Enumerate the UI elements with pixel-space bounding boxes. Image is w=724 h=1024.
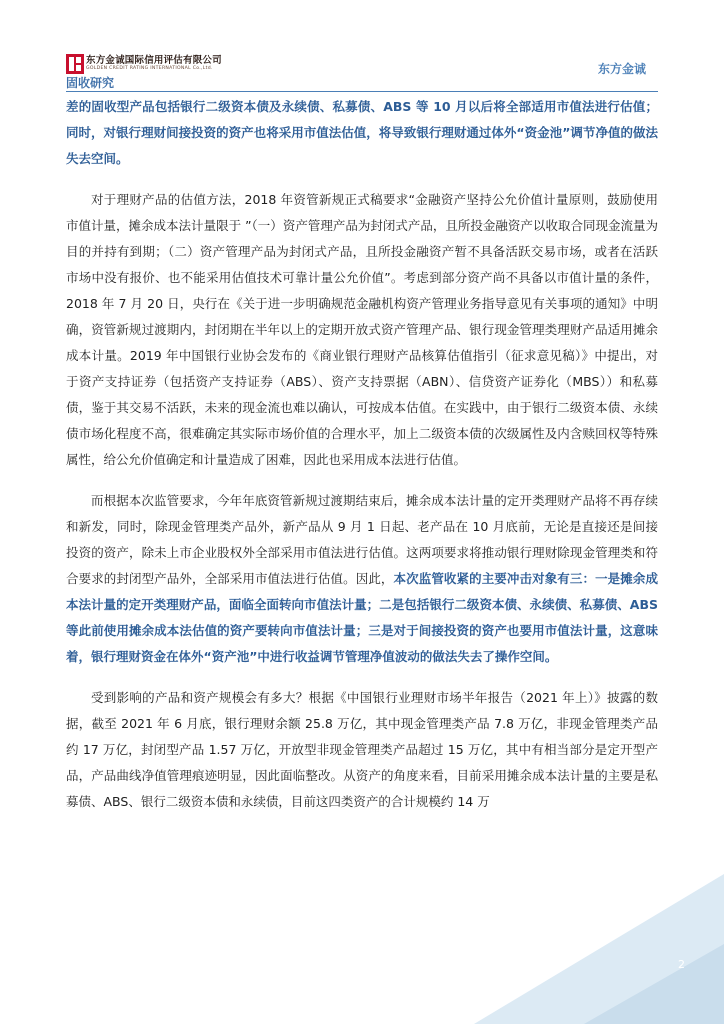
page-number: 2 (678, 958, 685, 971)
paragraph-text: 对于理财产品的估值方法，2018 年资管新规正式稿要求“金融资产坚持公允价值计量原则，鼓励使用市值计量，摊余成本法计量限于 ”（一）资产管理产品为封闭式产品，且所投金融资产以收取合同现金流量为目的并持有到期；（二）资产管理产品为封闭式产品，且所投金融资产暂不具备活跃交易市场，或者在活跃市场中没有报价、也不能采用估值技术可靠计量公允价值”。考虑到部分资产尚不具备以市值计量的条件，2018 年 7 月 20 日，央行在《关于进一步明确规范金融机构资产管理业务指导意见有关事项的通知》中明确，资管新规过渡期内，封闭期在半年以上的定期开放式资产管理产品、银行现金管理类理财产品适用摊余成本计量。2019 年中国银行业协会发布的《商业银行理财产品核算估值指引（征求意见稿）》中提出，对于资产支持证券（包括资产支持证券（ABS）、资产支持票据（ABN）、信贷资产证券化（MBS））和私募债，鉴于其交易不活跃，未来的现金流也难以确认，可按成本估值。在实践中，由于银行二级资本债、永续债市场化程度不高，很难确定其实际市场价值的合理水平，加上二级资本债的次级属性及内含赎回权等特殊属性，给公允价值确定和计量造成了困难，因此也采用成本法进行估值。 (66, 192, 658, 467)
page-header (0, 0, 724, 92)
section-label: 固收研究 (66, 76, 115, 90)
company-name-cn: 东方金诚国际信用评估有限公司 (86, 55, 222, 66)
brand-label: 东方金诚 (597, 62, 646, 76)
company-logo-icon (66, 54, 84, 74)
highlighted-text: 差的固收型产品包括银行二级资本债及永续债、私募债、ABS 等 10 月以后将全部适用市值法进行估值；同时，对银行理财间接投资的资产也将采用市值法估值，将导致银行理财通过体外“资金池”调节净值的做法失去空间。 (66, 99, 658, 166)
company-name-en: GOLDEN CREDIT RATING INTERNATIONAL Co.,Ltd. (86, 66, 213, 71)
body-paragraph (66, 685, 658, 815)
highlighted-text: 本次监管收紧的主要冲击对象有三：一是摊余成本法计量的定开类理财产品，面临全面转向市值法计量；二是包括银行二级资本债、永续债、私募债、ABS 等此前使用摊余成本法估值的资产要转向市值法计量；三是对于间接投资的资产也要用市值法计量，这意味着，银行理财资金在体外“资产池”中进行收益调节管理净值波动的做法失去了操作空间。 (66, 571, 658, 664)
body-paragraph (66, 94, 658, 172)
paragraph-text: 受到影响的产品和资产规模会有多大？根据《中国银行业理财市场半年报告（2021 年上）》披露的数据，截至 2021 年 6 月底，银行理财余额 25.8 万亿，其中现金管理类产品 7.8 万亿，非现金管理类产品约 17 万亿，封闭型产品 1.57 万亿，开放型非现金管理类产品超过 15 万亿，其中有相当部分是定开型产品，产品曲线净值管理痕迹明显，因此面临整改。从资产的角度来看，目前采用摊余成本法计量的主要是私募债、ABS、银行二级资本债和永续债，目前这四类资产的合计规模约 14 万 (66, 690, 658, 809)
paragraph-text: 而根据本次监管要求，今年年底资管新规过渡期结束后，摊余成本法计量的定开类理财产品将不再存续和新发，同时，除现金管理类产品外，新产品从 9 月 1 日起、老产品在 10 月底前，无论是直接还是间接投资的资产，除未上市企业股权外全部采用市值法进行估值。这两项要求将推动银行理财除现金管理类和符合要求的封闭型产品外，全部采用市值法进行估值。因此， (66, 493, 658, 586)
body-paragraph (66, 187, 658, 473)
header-divider (66, 91, 658, 92)
report-body (66, 94, 658, 830)
company-logo (66, 52, 244, 76)
body-paragraph (66, 488, 658, 670)
corner-decoration (474, 874, 724, 1024)
